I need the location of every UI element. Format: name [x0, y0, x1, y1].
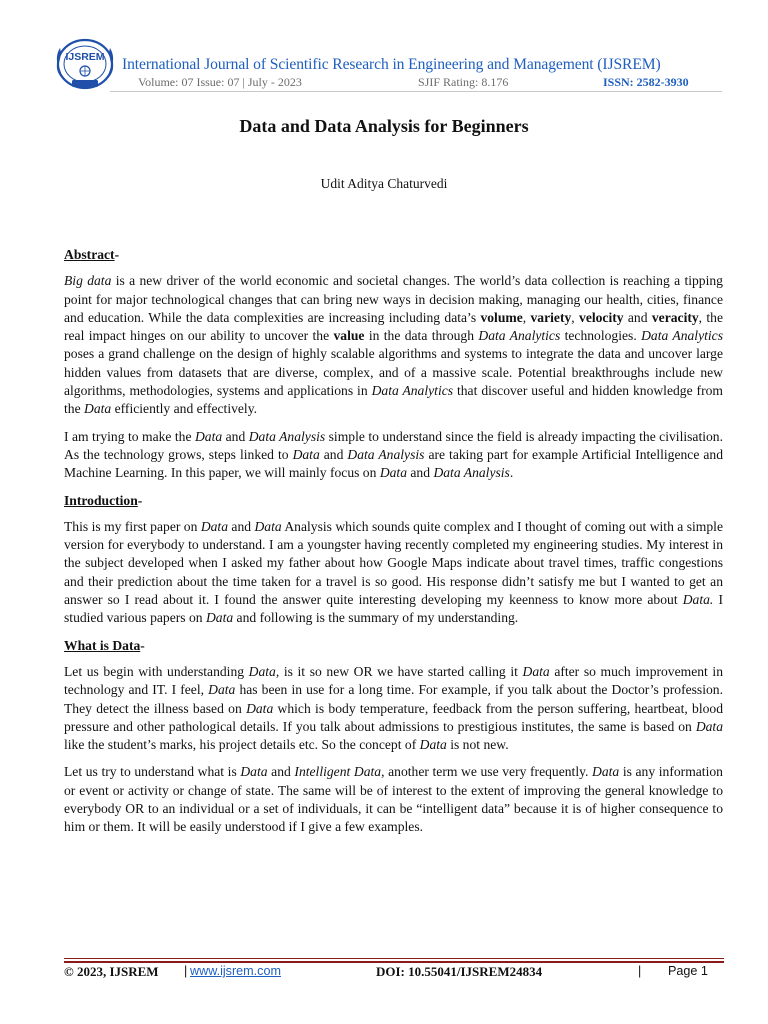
- emphasis-term: Data: [205, 610, 234, 626]
- text-run: poses a grand challenge on the design of highly scalable algorithms and systems to integrate the data and uncover large hidden values from datasets that are diverse, complex, and of a massive scale. Potential breakthroughs include new algorithms, methodologies, systems and applications in: [64, 346, 723, 399]
- bold-term: variety: [530, 309, 572, 325]
- footer-copyright: © 2023, IJSREM: [64, 964, 159, 979]
- text-run: , the real impact hinges on our ability to uncover the: [64, 309, 724, 344]
- text-run: are taking part for example Artificial Intelligence and Machine Learning. In this paper, we will mainly focus on: [64, 446, 723, 481]
- emphasis-term: Data: [419, 737, 447, 753]
- emphasis-term: Data: [292, 446, 320, 462]
- text-run: efficiently and effectively.: [111, 401, 258, 417]
- text-run: and: [228, 518, 255, 534]
- footer-separator-2: |: [638, 964, 642, 978]
- abstract-paragraph-2: [64, 428, 723, 483]
- text-run: which is body temperature, feedback from the person suffering, heartbeat, blood pressure and other pathological details. If you talk about admissions to prestigious institutes, the same is based on: [64, 700, 724, 734]
- text-run: has been in use for a long time. For example, if you talk about the Doctor’s profession. They detect the illness based on: [64, 682, 723, 716]
- text-run: and: [267, 764, 295, 780]
- text-run: in the data through: [364, 328, 479, 344]
- ijsrem-logo-icon: [52, 36, 118, 94]
- footer-page-number: Page 1: [668, 964, 708, 978]
- abstract-heading-text: Abstract: [64, 247, 115, 262]
- journal-title: International Journal of Scientific Research in Engineering and Management (IJSREM): [122, 56, 661, 73]
- emphasis-term: Data Analytics: [371, 383, 454, 399]
- what-is-data-paragraph-2: [64, 763, 723, 836]
- emphasis-term: Data: [194, 428, 223, 444]
- introduction-heading-suffix: -: [137, 492, 143, 508]
- what-is-data-paragraph-1: [64, 663, 723, 754]
- footer-divider-thick: [64, 961, 724, 963]
- emphasis-term: Data: [240, 764, 268, 780]
- text-run: is any information or event or activity or change of state. The same will be of interest to the extent of improving the general knowledge to everybody OR to an individual or a set of individuals, it can be “intelligent data” because it is of higher consequence to him or them. It will be easily understood if I give a few examples.: [64, 764, 723, 835]
- text-run: and following is the summary of my understanding.: [233, 610, 519, 626]
- introduction-paragraph-1: [64, 518, 723, 628]
- emphasis-term: Data: [379, 465, 407, 481]
- abstract-heading: [64, 246, 723, 264]
- abstract-paragraph-1: [64, 272, 723, 418]
- text-run: This is my first paper on: [64, 518, 201, 534]
- emphasis-term: Intelligent Data: [294, 764, 382, 780]
- author-name: Udit Aditya Chaturvedi: [320, 176, 448, 191]
- emphasis-term: Data Analysis: [248, 428, 326, 444]
- text-run: ,: [522, 309, 531, 325]
- emphasis-term: Data: [246, 700, 274, 716]
- text-run: Let us begin with understanding: [64, 663, 249, 679]
- text-run: Let us try to understand what is: [64, 764, 241, 780]
- introduction-heading: [64, 492, 723, 510]
- text-run: like the student’s marks, his project details etc. So the concept of: [64, 737, 420, 753]
- what-is-data-heading: [64, 637, 723, 655]
- footer-doi: DOI: 10.55041/IJSREM24834: [376, 964, 543, 979]
- text-run: after so much improvement in technology and IT. I feel,: [64, 663, 724, 698]
- footer-separator-1: |: [184, 964, 188, 978]
- emphasis-term: Data Analytics: [478, 328, 561, 344]
- emphasis-term: Data Analytics: [641, 328, 723, 344]
- abstract-heading-suffix: -: [114, 247, 120, 262]
- sjif-rating: SJIF Rating: 8.176: [418, 75, 509, 89]
- emphasis-term: Data.: [682, 592, 714, 608]
- emphasis-term: Big data: [64, 273, 112, 289]
- text-run: .: [509, 465, 514, 481]
- text-run: and: [222, 428, 249, 444]
- header-divider: [110, 91, 722, 92]
- text-run: is not new.: [446, 737, 509, 753]
- emphasis-term: Data: [208, 682, 236, 698]
- text-run: Analysis which sounds quite complex and I thought of coming out with a simple version for everybody to understand. I am a youngster having recently completed my engineering studies. My interest in the subject developed when I asked my father about how Google Maps indicate about travel times, traffic congestions and their prediction about the time taken for a travel is so good. His response didn’t satisfy me but I wanted to get an answer so I read about it. I found the answer quite interesting developing my keenness to know more about: [64, 518, 723, 608]
- emphasis-term: Data Analysis: [347, 446, 425, 462]
- emphasis-term: Data Analysis: [433, 465, 510, 481]
- text-run: , is it so new OR we have started calling it: [275, 663, 523, 679]
- text-run: simple to understand since the field is already impacting the civilisation. As the technology grows, steps linked to: [64, 428, 723, 462]
- what-is-data-heading-suffix: -: [140, 637, 145, 653]
- logo-text: IJSREM: [65, 51, 105, 63]
- emphasis-term: Data: [592, 764, 620, 780]
- issn: ISSN: 2582-3930: [603, 75, 689, 89]
- bold-term: veracity: [651, 309, 699, 325]
- text-run: technologies.: [560, 328, 642, 344]
- text-run: and: [623, 309, 652, 325]
- text-run: is a new driver of the world economic and societal changes. The world’s data collection is reaching a tipping point for major technological changes that can bring new ways in decision making, managing our health, cities, finance and education. While the data complexities are increasing including data’s: [64, 273, 723, 325]
- bold-term: volume: [480, 309, 523, 325]
- emphasis-term: Data: [254, 518, 282, 534]
- text-run: and: [407, 465, 434, 481]
- paper-body: [64, 246, 723, 846]
- emphasis-term: Data: [695, 718, 723, 734]
- text-run: that discover useful and hidden knowledge from the: [64, 383, 723, 417]
- footer-website-link[interactable]: www.ijsrem.com: [190, 964, 281, 978]
- journal-logo: [52, 36, 118, 94]
- bold-term: velocity: [579, 309, 624, 325]
- emphasis-term: Data: [200, 518, 228, 534]
- volume-info: Volume: 07 Issue: 07 | July - 2023: [138, 75, 302, 89]
- bold-term: value: [333, 328, 365, 344]
- footer-divider-thin: [64, 958, 724, 959]
- text-run: , another term we use very frequently.: [381, 764, 593, 780]
- emphasis-term: Data: [84, 401, 112, 417]
- emphasis-term: Data: [248, 663, 276, 679]
- what-is-data-heading-text: What is Data: [64, 637, 141, 653]
- paper-title: Data and Data Analysis for Beginners: [239, 116, 529, 136]
- text-run: I am trying to make the: [64, 428, 195, 444]
- text-run: ,: [571, 309, 580, 325]
- introduction-heading-text: Introduction: [64, 492, 138, 508]
- text-run: I studied various papers on: [64, 592, 723, 626]
- emphasis-term: Data: [522, 663, 550, 679]
- text-run: and: [319, 446, 348, 462]
